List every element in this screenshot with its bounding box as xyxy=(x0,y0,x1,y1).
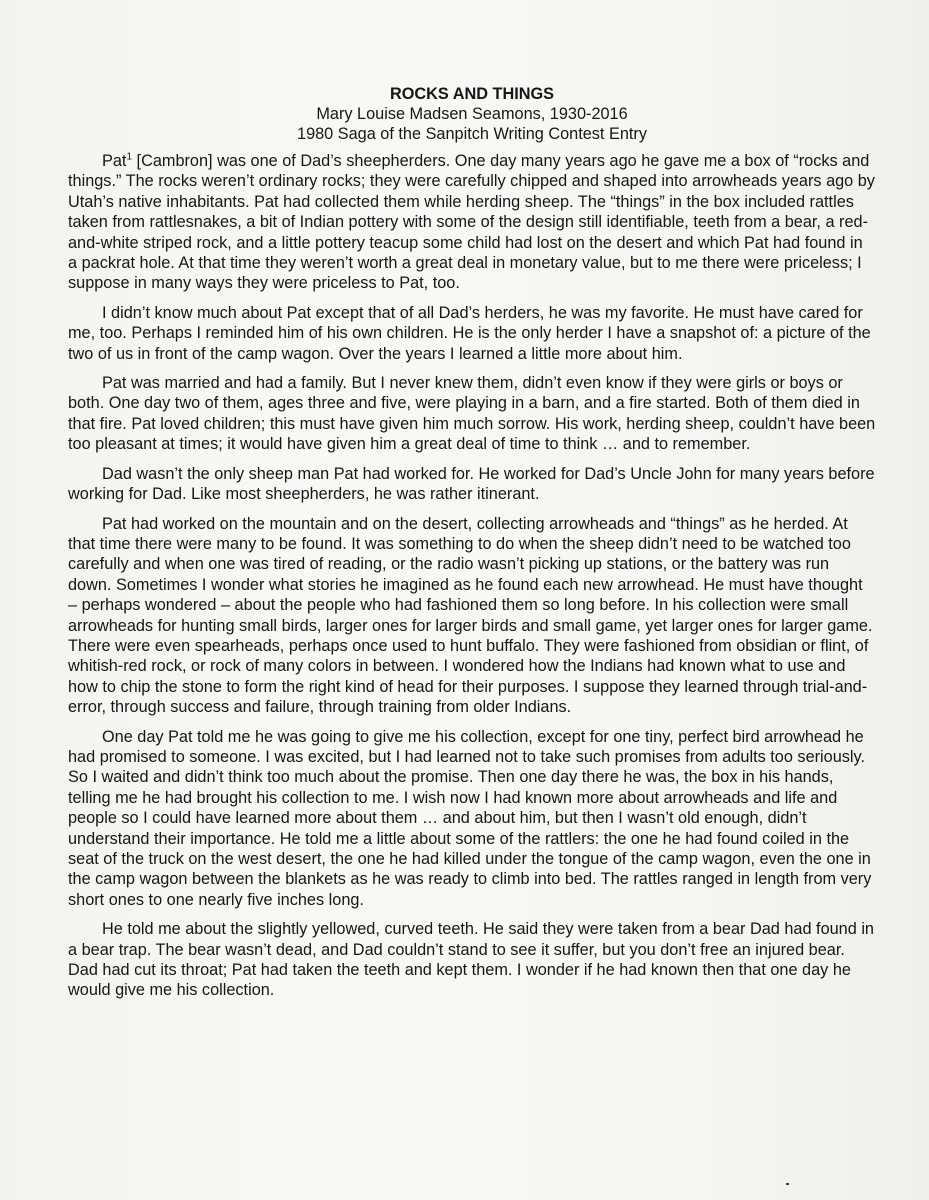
author-line: Mary Louise Madsen Seamons, 1930-2016 xyxy=(316,105,628,123)
paragraph-1 xyxy=(68,151,876,294)
paragraph-1-first-name: Pat xyxy=(102,152,127,170)
document-header xyxy=(68,84,876,144)
paragraph-6: One day Pat told me he was going to give me his collection, except for one tiny, perfect bird arrowhead he had promised to someone. I was excited, but I had learned not to take such promises from adults too seriously. So I waited and didn’t think too much about the promise. Then one day there he was, the box in his hands, telling me he had brought his collection to me. I wish now I had known more about arrowheads and life and people so I could have learned more about them … and about him, but then I wasn’t old enough, didn’t understand their importance. He told me a little about some of the rattlers: the one he had found coiled in the seat of the truck on the west desert, the one he had killed under the tongue of the camp wagon, even the one in the camp wagon between the blankets as he was ready to climb into bed. The rattles ranged in length from very short ones to one nearly five inches long. xyxy=(68,727,872,909)
paragraph-7: He told me about the slightly yellowed, curved teeth. He said they were taken from a bear Dad had found in a bear trap. The bear wasn’t dead, and Dad couldn’t stand to see it suffer, but you don’t free an injured bear. Dad had cut its throat; Pat had taken the teeth and kept them. I wonder if he had known then that one day he would give me his collection. xyxy=(68,920,874,1000)
paragraph-4: Dad wasn’t the only sheep man Pat had worked for. He worked for Dad’s Uncle John for many years before working for Dad. Like most sheepherders, he was rather itinerant. xyxy=(68,464,875,504)
scan-speck xyxy=(786,1183,789,1185)
paragraph-3: Pat was married and had a family. But I never knew them, didn’t even know if they were girls or boys or both. One day two of them, ages three and five, were playing in a barn, and a fire started. Both of them died in that fire. Pat loved children; this must have given him much sorrow. His work, herding sheep, couldn’t have been too pleasant at times; it would have given him a great deal of time to think … and to remember. xyxy=(68,374,876,454)
contest-line: 1980 Saga of the Sanpitch Writing Contest Entry xyxy=(297,125,647,143)
paragraph-1-text: [Cambron] was one of Dad’s sheepherders. One day many years ago he gave me a box of “rocks and things.” The rocks weren’t ordinary rocks; they were carefully chipped and shaped into arrowheads years ago by Utah’s native inhabitants. Pat had collected them while herding sheep. The “things” in the box included rattles taken from rattlesnakes, a bit of Indian pottery with some of the design still identifiable, teeth from a bear, a red-and-white striped rock, and a little pottery teacup some child had lost on the desert and which Pat had found in a packrat hole. At that time they weren’t worth a great deal in monetary value, but to me there were priceless; I suppose in many ways they were priceless to Pat, too. xyxy=(68,152,875,293)
document-body xyxy=(68,84,876,1010)
footnote-ref: 1 xyxy=(126,151,133,163)
paragraph-5: Pat had worked on the mountain and on the desert, collecting arrowheads and “things” as he herded. At that time there were many to be found. It was something to do when the sheep didn’t need to be watched too carefully and when one was tired of reading, or the radio wasn’t picking up stations, or the battery was run down. Sometimes I wonder what stories he imagined as he found each new arrowhead. He must have thought – perhaps wondered – about the people who had fashioned them so long before. In his collection were small arrowheads for hunting small birds, larger ones for larger birds and small game, yet larger ones for larger game. There were even spearheads, perhaps once used to hunt buffalo. They were fashioned from obsidian or flint, of whitish-red rock, or rock of many colors in between. I wondered how the Indians had known what to use and how to chip the stone to form the right kind of head for their purposes. I suppose they learned through trial-and-error, through success and failure, through training from older Indians. xyxy=(68,514,873,717)
document-title: ROCKS AND THINGS xyxy=(389,85,555,103)
paragraph-2: I didn’t know much about Pat except that of all Dad’s herders, he was my favorite. He must have cared for me, too. Perhaps I reminded him of his own children. He is the only herder I have a snapshot of: a picture of the two of us in front of the camp wagon. Over the years I learned a little more about him. xyxy=(68,303,871,363)
